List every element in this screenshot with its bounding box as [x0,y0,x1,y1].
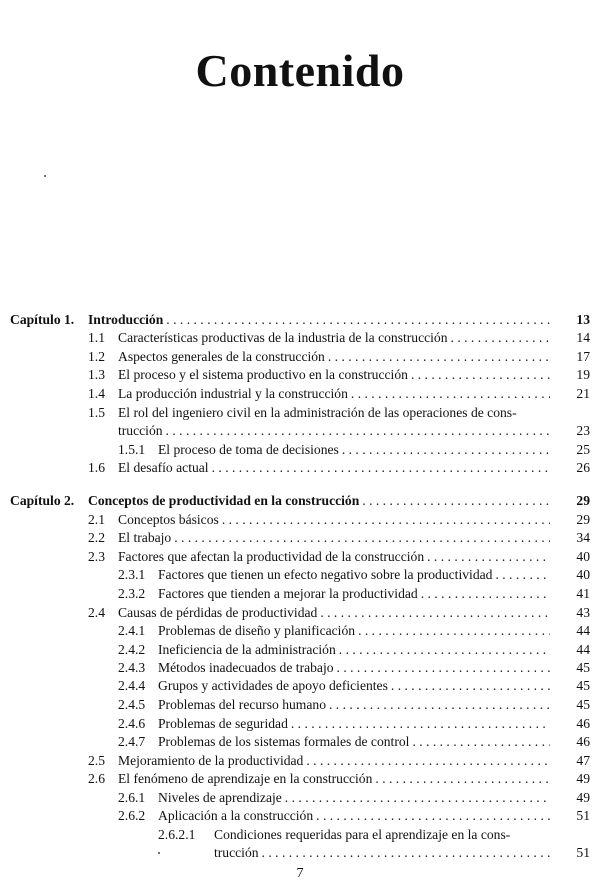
toc-entry [0,566,600,584]
toc-entry-title: Niveles de aprendizaje [158,790,282,805]
toc-entry-title: Introducción [88,312,164,327]
toc-entry [0,366,600,384]
toc-entry-page: 14 [576,330,590,345]
dot-leader [328,348,550,366]
dot-leader [166,422,550,440]
toc-entry [0,622,600,640]
toc-entry [0,529,600,547]
toc-entry-title: Aspectos generales de la construcción [118,349,325,364]
dot-leader [427,548,550,566]
toc-entry [0,329,600,347]
toc-entry-number: 1.5 [88,405,105,420]
toc-entry-title: El proceso y el sistema productivo en la construcción [118,367,408,382]
toc-entry-number: 2.5 [88,753,105,768]
toc-entry-page: 46 [576,716,590,731]
toc-entry-title: Condiciones requeridas para el aprendizaje en la cons- [214,827,511,842]
dot-leader [342,441,550,459]
toc-entry [0,826,600,844]
toc-entry-page: 45 [576,678,590,693]
toc-entry [0,641,600,659]
toc-entry [0,733,600,751]
toc-entry-page: 23 [576,423,590,438]
toc-entry-page: 45 [576,697,590,712]
toc-entry-title: El desafío actual [118,460,209,475]
toc-entry-page: 13 [576,312,590,327]
dot-leader [262,844,550,862]
scan-speck [44,175,46,177]
toc-entry-page: 43 [576,605,590,620]
toc-entry-number: 1.1 [88,330,105,345]
toc-entry-number: 2.6.2 [118,808,146,823]
toc-entry-number: 2.2 [88,530,105,545]
dot-leader [166,311,550,329]
toc-entry-page: 49 [576,771,590,786]
toc-entry-number: 1.6 [88,460,105,475]
dot-leader [421,585,550,603]
toc-entry-number: 2.4.7 [118,734,146,749]
dot-leader [329,696,550,714]
toc-entry-number: 2.4.1 [118,623,146,638]
toc-entry [0,659,600,677]
toc-entry-page: 34 [576,530,590,545]
toc-entry [0,715,600,733]
toc-entry-number: 2.4.3 [118,660,146,675]
toc-entry-title: Problemas de diseño y planificación [158,623,356,638]
toc-entry-page: 49 [576,790,590,805]
toc-entry-page: 25 [576,442,590,457]
toc-entry-number: 1.3 [88,367,105,382]
toc-entry-page: 29 [576,512,590,527]
toc-entry-title: El trabajo [118,530,172,545]
toc-entry [0,385,600,403]
dot-leader [495,566,550,584]
toc-entry-title: Aplicación a la construcción [158,808,314,823]
toc-entry [0,548,600,566]
toc-entry-number: 1.2 [88,349,105,364]
page-title: Contenido [195,45,405,96]
toc-entry-page: 40 [576,567,590,582]
page-number: 7 [296,866,304,881]
dot-leader [351,385,550,403]
toc-entry-number: 1.5.1 [118,442,146,457]
toc-entry [0,789,600,807]
toc-entry-page: 40 [576,549,590,564]
toc-entry [0,404,600,422]
toc-entry-number: 2.3 [88,549,105,564]
toc-entry-number: 2.3.2 [118,586,146,601]
toc-entry-title: La producción industrial y la construcción [118,386,348,401]
toc-entry-number: 2.3.1 [118,567,146,582]
toc-entry-page: 21 [576,386,590,401]
toc-entry-number: 2.6.2.1 [158,827,196,842]
toc-entry-page: 51 [576,845,590,860]
toc-entry-title: trucción [214,845,259,860]
dot-leader [362,492,550,510]
toc-entry-page: 29 [576,493,590,508]
toc-entry-page: 45 [576,660,590,675]
dot-leader [412,733,550,751]
toc-entry-page: 47 [576,753,590,768]
toc-entry-page: 44 [576,642,590,657]
toc-entry-title: Factores que tienden a mejorar la productividad [158,586,418,601]
dot-leader [358,622,550,640]
toc-entry [0,511,600,529]
dot-leader [306,752,550,770]
toc-entry [0,752,600,770]
toc-entry-title: Características productivas de la industria de la construcción [118,330,448,345]
toc-entry-number: 2.6.1 [118,790,146,805]
toc-entry [0,459,600,477]
toc-chapter-entry [0,311,600,329]
toc-entry-title: Conceptos básicos [118,512,219,527]
toc-entry-title: Problemas del recurso humano [158,697,326,712]
toc-entry [0,696,600,714]
toc-entry-page: 44 [576,623,590,638]
toc-entry-number: Capítulo 1. [10,312,75,327]
toc-entry-title: Ineficiencia de la administración [158,642,336,657]
toc-entry [0,441,600,459]
toc-chapter-entry [0,492,600,510]
toc-entry-page: 46 [576,734,590,749]
toc-entry-title: Conceptos de productividad en la construcción [88,493,360,508]
toc-entry-number: Capítulo 2. [10,493,75,508]
toc-entry-page: 19 [576,367,590,382]
dot-leader [320,604,550,622]
toc-entry-title: Métodos inadecuados de trabajo [158,660,334,675]
dot-leader [222,511,550,529]
toc-entry [0,348,600,366]
toc-entry-number: 1.4 [88,386,105,401]
toc-entry-number: 2.4 [88,605,105,620]
toc-entry-title: Grupos y actividades de apoyo deficientes [158,678,388,693]
scan-speck [158,852,160,854]
toc-entry-title: El rol del ingeniero civil en la administración de las operaciones de cons- [118,405,517,420]
dot-leader [337,659,550,677]
toc-entry-number: 2.4.2 [118,642,146,657]
dot-leader [411,366,550,384]
toc-entry-page: 51 [576,808,590,823]
toc-entry-number: 2.4.4 [118,678,146,693]
toc-entry [0,585,600,603]
dot-leader [316,807,550,825]
toc-entry-title: El fenómeno de aprendizaje en la construcción [118,771,373,786]
dot-leader [174,529,550,547]
toc-entry-page: 26 [576,460,590,475]
toc-entry-number: 2.4.6 [118,716,146,731]
toc-entry-title: Mejoramiento de la productividad [118,753,304,768]
toc-entry-page: 17 [576,349,590,364]
dot-leader [375,770,550,788]
dot-leader [391,677,550,695]
toc-entry-title: Problemas de los sistemas formales de control [158,734,410,749]
toc-entry-title: Factores que tienen un efecto negativo sobre la productividad [158,567,493,582]
toc-entry-title: Factores que afectan la productividad de la construcción [118,549,425,564]
toc-entry [0,422,600,440]
toc-entry [0,807,600,825]
toc-entry-page: 41 [576,586,590,601]
toc-entry [0,677,600,695]
toc-entry [0,844,600,862]
toc-entry [0,604,600,622]
toc-entry-number: 2.4.5 [118,697,146,712]
toc-entry-title: trucción [118,423,163,438]
toc-entry-title: Causas de pérdidas de productividad [118,605,318,620]
dot-leader [291,715,550,733]
dot-leader [339,641,550,659]
toc-entry-title: El proceso de toma de decisiones [158,442,339,457]
toc-entry [0,770,600,788]
toc-entry-number: 2.1 [88,512,105,527]
toc-entry-number: 2.6 [88,771,105,786]
dot-leader [212,459,550,477]
toc-entry-title: Problemas de seguridad [158,716,288,731]
dot-leader [285,789,550,807]
dot-leader [451,329,550,347]
